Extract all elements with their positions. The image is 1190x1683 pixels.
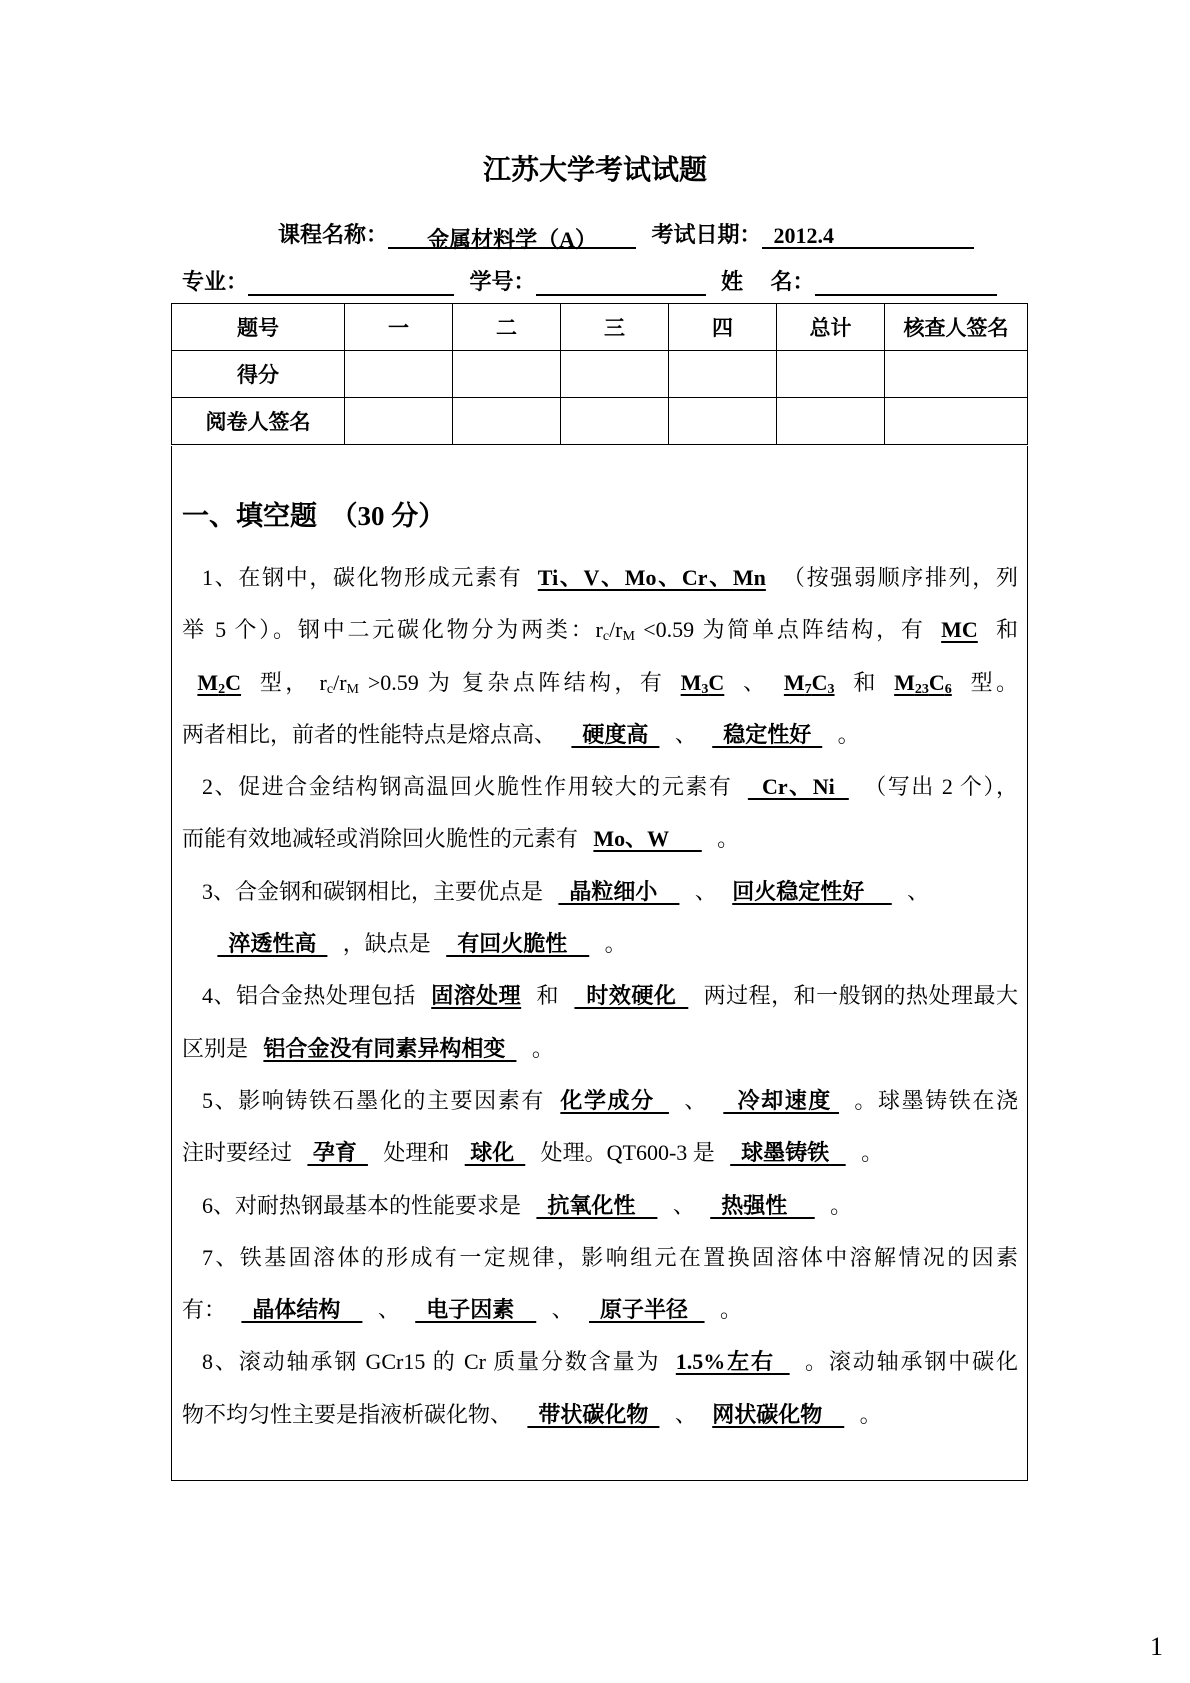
header-cell: 三 xyxy=(561,304,669,351)
question-text: 、 xyxy=(674,1401,697,1427)
answer-text: C xyxy=(811,669,828,695)
question-text: 、 xyxy=(674,721,697,747)
question-text: 。 xyxy=(531,1035,554,1061)
answer-text: 冷却速度 xyxy=(723,1087,839,1113)
answer-text: 抗氧化性 xyxy=(536,1192,658,1218)
question-text: 。球墨铸铁在浇 xyxy=(854,1087,1018,1113)
signature-cell xyxy=(777,398,885,445)
header-cell: 核查人签名 xyxy=(885,304,1028,351)
answer-blank xyxy=(522,565,781,590)
question-text: 。 xyxy=(861,1140,884,1166)
question-line xyxy=(182,1023,1018,1075)
answer-blank xyxy=(697,1402,860,1427)
answer-text: 稳定性好 xyxy=(712,721,823,747)
question-text: 4、铝合金热处理包括 xyxy=(202,983,416,1009)
question-text: 两者相比，前者的性能特点是熔点高、 xyxy=(182,721,557,747)
signature-cell xyxy=(885,398,1028,445)
answer-blank xyxy=(768,670,849,695)
signature-cell xyxy=(669,398,777,445)
date-value: 2012.4 xyxy=(773,223,835,248)
answer-text: C xyxy=(225,669,242,695)
answer-text: M xyxy=(197,669,219,695)
exam-title: 江苏大学考试试题 xyxy=(482,155,707,186)
answer-subscript: 2 xyxy=(218,681,226,697)
score-cell xyxy=(345,351,453,398)
table-header-row xyxy=(172,304,1028,351)
question-line xyxy=(182,657,1018,709)
answer-blank xyxy=(578,826,717,851)
question-text: 举 5 个）。钢中二元碳化物分为两类：r xyxy=(182,617,603,643)
subscript: M xyxy=(346,681,359,697)
answer-text: 带状碳化物 xyxy=(527,1401,660,1427)
question-text: 型。 xyxy=(967,669,1018,695)
answer-text: 硬度高 xyxy=(571,721,660,747)
answer-blank xyxy=(512,1402,675,1427)
signature-cell xyxy=(561,398,669,445)
answer-blank xyxy=(202,931,343,956)
subscript: c xyxy=(602,629,610,645)
question-text: 区别是 xyxy=(182,1035,249,1061)
question-text: （按强弱顺序排列，列 xyxy=(781,565,1018,590)
table-row xyxy=(172,398,1028,445)
answer-text: 孕育 xyxy=(307,1140,368,1166)
score-table xyxy=(171,303,1028,445)
page-number: 1 xyxy=(1150,1632,1163,1661)
question-text: 2、促进合金结构钢高温回火脆性作用较大的元素有 xyxy=(202,774,733,800)
question-text: 处理和 xyxy=(383,1140,450,1166)
answer-text: C xyxy=(708,669,725,695)
answer-text: 回火稳定性好 xyxy=(732,878,892,904)
answer-subscript: 7 xyxy=(804,681,812,697)
question-text: 。 xyxy=(604,931,627,957)
header-cell: 四 xyxy=(669,304,777,351)
answer-blank xyxy=(521,1193,673,1218)
question-text: 注时要经过 xyxy=(182,1140,293,1166)
question-text: 两过程，和一般钢的热处理最大 xyxy=(703,983,1018,1009)
answer-blank xyxy=(665,670,739,695)
subscript: c xyxy=(326,681,334,697)
header-cell: 一 xyxy=(345,304,453,351)
answer-text: 原子半径 xyxy=(589,1297,705,1323)
answer-text: 晶粒细小 xyxy=(558,878,680,904)
course-value: 金属材料学（A） xyxy=(427,227,597,252)
answer-text: 热强性 xyxy=(710,1192,815,1218)
answer-text: 有回火脆性 xyxy=(446,931,590,957)
score-cell xyxy=(885,351,1028,398)
answer-blank xyxy=(717,879,907,904)
question-text: >0.59 为 复杂点阵结构，有 xyxy=(359,669,666,695)
answer-text: 球墨铸铁 xyxy=(730,1140,846,1166)
answer-blank xyxy=(574,1297,720,1322)
question-text: <0.59 为简单点阵结构，有 xyxy=(634,617,926,643)
header-cell: 题号 xyxy=(172,304,345,351)
course-label: 课程名称： xyxy=(278,222,389,247)
answer-text: 1.5%左右 xyxy=(675,1349,790,1375)
score-cell xyxy=(777,351,885,398)
question-text: （写出 2 个）， xyxy=(864,774,1018,800)
answer-blank xyxy=(660,1349,805,1374)
major-label: 专业： xyxy=(182,269,249,294)
question-line xyxy=(182,1232,1018,1284)
question-line xyxy=(182,970,1018,1022)
course-field xyxy=(388,223,636,252)
question-line xyxy=(182,1127,1018,1179)
question-text: /r xyxy=(333,669,347,695)
date-label: 考试日期： xyxy=(651,222,762,247)
answer-subscript: 23 xyxy=(914,681,929,697)
question-text: 和 xyxy=(993,617,1018,643)
question-text: 3、合金钢和碳钢相比，主要优点是 xyxy=(202,878,544,904)
row-label: 得分 xyxy=(172,351,345,398)
answer-blank xyxy=(431,931,605,956)
answer-text: M xyxy=(680,669,702,695)
score-cell xyxy=(669,351,777,398)
question-line xyxy=(182,866,1018,918)
student-id-label: 学号： xyxy=(469,269,536,294)
question-text: 1、在钢中，碳化物形成元素有 xyxy=(202,565,523,590)
answer-text: 晶体结构 xyxy=(241,1297,363,1323)
major-field[interactable] xyxy=(248,270,454,296)
answer-text: Cr、Ni xyxy=(747,774,849,800)
answer-text: 时效硬化 xyxy=(574,983,689,1009)
answer-text: 化学成分 xyxy=(560,1087,669,1113)
answer-blank xyxy=(695,1193,830,1218)
answer-blank xyxy=(715,1140,861,1165)
question-text: 、 xyxy=(739,669,769,695)
question-line xyxy=(182,813,1018,865)
signature-cell xyxy=(345,398,453,445)
answer-blank xyxy=(182,670,256,695)
section-title: 一、填空题 （30 分） xyxy=(182,501,446,531)
student-info-line xyxy=(182,265,997,296)
question-line xyxy=(182,709,1018,761)
header-cell: 二 xyxy=(453,304,561,351)
question-line xyxy=(182,1075,1018,1127)
question-line xyxy=(182,1180,1018,1232)
question-text: 。 xyxy=(719,1297,742,1323)
answer-text: 固溶处理 xyxy=(431,983,522,1009)
question-text: 和 xyxy=(536,983,560,1009)
question-text: 、 xyxy=(684,1087,708,1113)
answer-blank xyxy=(449,1140,540,1165)
question-text: 和 xyxy=(849,669,879,695)
name-label: 姓 名： xyxy=(721,269,815,294)
answer-text: M xyxy=(783,669,805,695)
question-text: 、 xyxy=(377,1297,400,1323)
student-id-field[interactable] xyxy=(536,270,706,296)
question-line xyxy=(182,1284,1018,1336)
question-line xyxy=(182,604,1018,656)
answer-blank xyxy=(292,1140,383,1165)
answer-blank xyxy=(879,670,967,695)
answer-text: 电子因素 xyxy=(415,1297,537,1323)
question-text: 7、铁基固溶体的形成有一定规律，影响组元在置换固溶体中溶解情况的因素 xyxy=(202,1244,1018,1270)
question-text: 。滚动轴承钢中碳化 xyxy=(805,1349,1018,1375)
question-text: 而能有效地减轻或消除回火脆性的元素有 xyxy=(182,826,579,852)
question-line xyxy=(182,761,1018,813)
answer-blank xyxy=(556,722,675,747)
answer-text: Mo、W xyxy=(593,826,702,852)
answer-blank xyxy=(708,1088,854,1113)
question-text: 。 xyxy=(837,721,860,747)
answer-blank xyxy=(697,722,838,747)
question-line xyxy=(182,1389,1018,1441)
question-text: 、 xyxy=(672,1192,695,1218)
question-text: 型， r xyxy=(256,669,327,695)
answer-blank xyxy=(559,983,704,1008)
question-text: 。 xyxy=(717,826,740,852)
answer-blank xyxy=(248,1036,532,1061)
answer-text: 球化 xyxy=(464,1140,526,1166)
question-text: 物不均匀性主要是指液析碳化物、 xyxy=(182,1401,513,1427)
question-text: 8、滚动轴承钢 GCr15 的 Cr 质量分数含量为 xyxy=(202,1349,661,1375)
question-line xyxy=(182,552,1018,604)
table-row xyxy=(172,351,1028,398)
question-text: 6、对耐热钢最基本的性能要求是 xyxy=(202,1192,522,1218)
answer-text: 铝合金没有同素异构相变 xyxy=(263,1035,517,1061)
answer-blank xyxy=(416,983,537,1008)
answer-blank xyxy=(545,1088,684,1113)
score-cell xyxy=(453,351,561,398)
answer-blank xyxy=(543,879,695,904)
answer-text: MC xyxy=(941,617,978,643)
score-cell xyxy=(561,351,669,398)
question-text: 5、影响铸铁石墨化的主要因素有 xyxy=(202,1087,545,1113)
question-text: /r xyxy=(609,617,623,643)
course-line xyxy=(278,218,974,252)
answer-subscript: 3 xyxy=(701,681,709,697)
answer-blank xyxy=(226,1297,378,1322)
answer-blank xyxy=(926,617,993,642)
date-field xyxy=(762,223,974,249)
answer-blank xyxy=(400,1297,552,1322)
fill-in-questions xyxy=(182,552,1018,1441)
name-field[interactable] xyxy=(815,270,997,296)
question-text: 。 xyxy=(859,1401,882,1427)
signature-cell xyxy=(453,398,561,445)
question-text: 、 xyxy=(551,1297,574,1323)
question-text: 处理。QT600-3 是 xyxy=(540,1140,715,1166)
answer-text: 网状碳化物 xyxy=(712,1401,845,1427)
answer-text: Ti、V、Mo、Cr、Mn xyxy=(537,565,766,590)
subscript: M xyxy=(622,629,635,645)
question-text: 有： xyxy=(182,1297,227,1323)
question-text: 、 xyxy=(907,878,930,904)
question-text: ，缺点是 xyxy=(342,931,431,957)
answer-blank xyxy=(732,774,864,799)
answer-text: 淬透性高 xyxy=(217,931,328,957)
answer-text: M xyxy=(894,669,915,695)
question-text: 。 xyxy=(830,1192,853,1218)
header-cell: 总计 xyxy=(777,304,885,351)
answer-subscript: 6 xyxy=(944,681,952,697)
question-line xyxy=(182,918,1018,970)
question-line xyxy=(182,1336,1018,1388)
answer-subscript: 3 xyxy=(827,681,835,697)
row-label: 阅卷人签名 xyxy=(172,398,345,445)
question-text: 、 xyxy=(694,878,717,904)
answer-text: C xyxy=(928,669,945,695)
